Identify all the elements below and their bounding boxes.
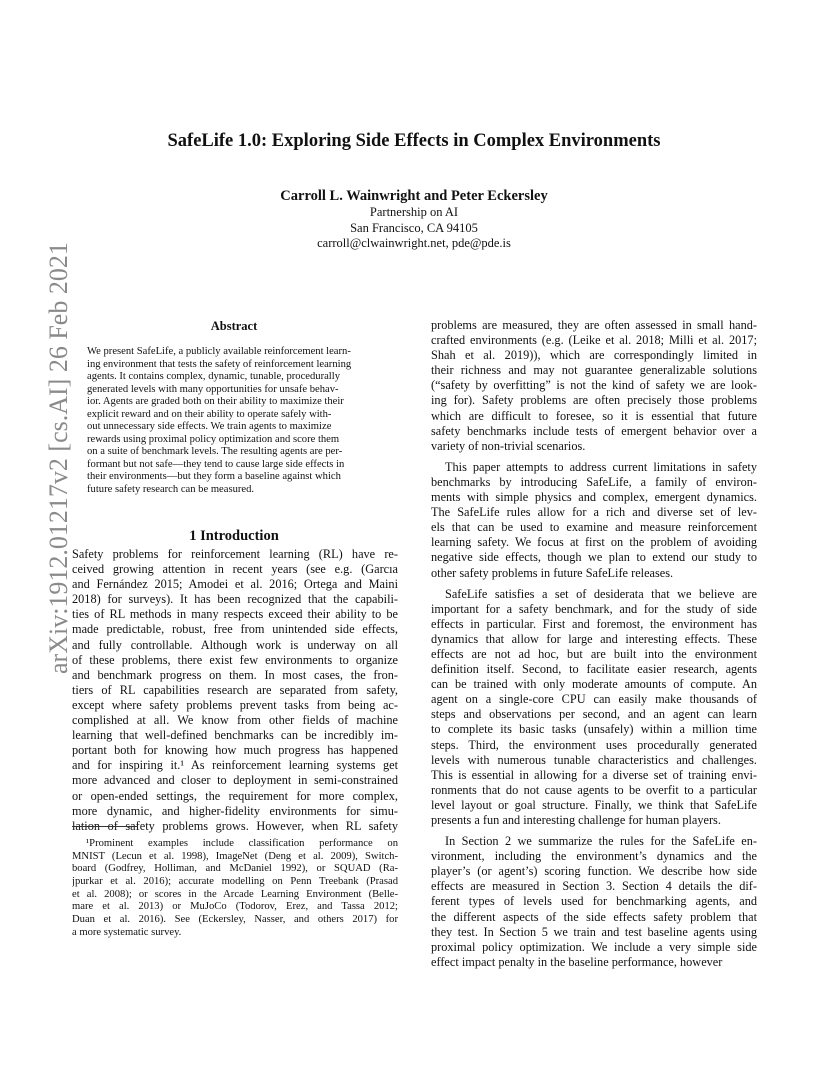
paragraph-line: crafted environments (e.g. (Leike et al. 2018; Milli et al. 2017; bbox=[431, 333, 757, 348]
intro-line: 2018) for surveys). It has been recognized that the capabili- bbox=[72, 592, 398, 607]
paragraph-line: their richness and may not guarantee generalizable solutions bbox=[431, 363, 757, 378]
abstract-line: explicit reward and on their ability to operate safely with- bbox=[87, 408, 332, 420]
paragraph-line: SafeLife satisfies a set of desiderata that we believe are bbox=[445, 586, 757, 601]
paragraph-line: the different aspects of the side effects safety problem that bbox=[431, 909, 757, 924]
intro-line: and fully controllable. Although work is underway on all bbox=[72, 637, 398, 652]
paragraph-line: learning safety. We focus at first on the problem of avoiding bbox=[431, 535, 757, 550]
paragraph-line: steps. Third, the environment uses procedurally generated bbox=[431, 737, 757, 752]
paragraph-line: can be trained with only moderate amounts of compute. An bbox=[431, 677, 757, 692]
intro-line: lation of safety problems grows. However, when RL safety bbox=[72, 818, 398, 833]
abstract-line: formant but not safe—they tend to cause large side effects in bbox=[87, 458, 345, 470]
left-column-body bbox=[72, 547, 398, 834]
footnote-line: a more systematic survey. bbox=[72, 926, 182, 938]
footnote-line: et al. 2008); or scores in the Arcade Learning Environment (Belle- bbox=[72, 888, 398, 900]
abstract-line: their environments—but they form a baseline against which bbox=[87, 471, 341, 482]
intro-line: except where safety problems prevent tasks from being ac- bbox=[72, 697, 398, 712]
paragraph-line: level layout or goal structure. Finally, we think that SafeLife bbox=[431, 797, 757, 812]
abstract-line: generated levels with many opportunities for unsafe behav- bbox=[87, 383, 339, 395]
paragraph-line: presents a fun and interesting challenge for human players. bbox=[431, 813, 721, 827]
abstract-line: rewards using proximal policy optimization and score them bbox=[87, 433, 340, 445]
paragraph-line: player’s (or agent’s) scoring function. We describe how side bbox=[431, 864, 757, 879]
affiliation-address: San Francisco, CA 94105 bbox=[350, 220, 478, 235]
affiliation-organization: Partnership on AI bbox=[369, 205, 459, 219]
paragraph-line: ments with simple physics and complex, emergent dynamics. bbox=[431, 490, 757, 505]
paragraph-line: levels with numerous tunable characteristics and challenges. bbox=[431, 752, 757, 767]
paragraph-line: other safety problems in future SafeLife releases. bbox=[431, 565, 674, 580]
arxiv-sidebar-stamp bbox=[14, 242, 73, 674]
abstract-line: out unnecessary side effects. We train agents to maximize bbox=[87, 421, 332, 432]
footnote-line: board (Godfrey, Holliman, and McDaniel 1992), or SQUAD (Ra- bbox=[72, 863, 398, 875]
intro-line: tiers of RL capabilities research are separated from safety, bbox=[72, 682, 398, 697]
paragraph-line: safety benchmarks include tests of emergent behavior over a bbox=[431, 423, 757, 438]
paragraph-line: vironment, including the environment’s dynamics and the bbox=[431, 849, 757, 864]
paragraph-line: problems are measured, they are often assessed in small hand- bbox=[431, 318, 757, 332]
footnote-line: jpurkar et al. 2016); accurate modelling on Penn Treebank (Prasad bbox=[72, 876, 398, 888]
paragraph-line: definition itself. Second, to facilitate easier research, agents bbox=[431, 662, 757, 677]
footnote-rule bbox=[72, 826, 138, 827]
paragraph-line: This is essential in allowing for a diverse set of training envi- bbox=[431, 767, 757, 782]
paragraph-line: This paper attempts to address current limitations in safety bbox=[445, 459, 757, 474]
abstract-body bbox=[87, 346, 382, 496]
paragraph-line: In Section 2 we summarize the rules for the SafeLife en- bbox=[445, 834, 757, 849]
intro-line: and benchmark progress on them. In most cases, the fron- bbox=[72, 667, 398, 682]
author-names: Carroll L. Wainwright and Peter Eckersley bbox=[280, 188, 548, 204]
intro-line: more advanced and closer to deployment in semi-constrained bbox=[72, 773, 398, 788]
intro-line: portant both for knowing how much progress has happened bbox=[72, 743, 398, 758]
paragraph-line: ronments that do not cause agents to be overfit to a particular bbox=[431, 782, 757, 797]
abstract-heading: Abstract bbox=[210, 319, 258, 333]
intro-line: ties of RL methods in many respects exceed their ability to be bbox=[72, 607, 398, 622]
abstract-line: ior. Agents are graded both on their ability to maximize their bbox=[87, 396, 344, 407]
paragraph-line: ing for). Safety problems are often precisely those problems bbox=[431, 393, 757, 408]
paragraph-line: proximal policy optimization. We include a very simple side bbox=[431, 939, 757, 954]
paragraph-line: The SafeLife rules allow for a rich and diverse set of lev- bbox=[431, 505, 757, 520]
paragraph-line: els that can be used to examine and measure reinforcement bbox=[431, 520, 757, 535]
intro-line: and for inspiring it.¹ As reinforcement learning systems get bbox=[72, 758, 398, 773]
abstract-line: on a suite of benchmark levels. The resulting agents are per- bbox=[87, 446, 343, 457]
arxiv-identifier: arXiv:1912.01217v2 [cs.AI] 26 Feb 2021 bbox=[44, 242, 73, 674]
paragraph-line: they test. In Section 5 we train and test baseline agents using bbox=[431, 924, 757, 939]
paragraph-line: steps and observations per second, and an agent can learn bbox=[431, 707, 757, 722]
intro-line: Safety problems for reinforcement learning (RL) have re- bbox=[72, 547, 398, 561]
introduction-heading: 1 Introduction bbox=[189, 528, 279, 544]
footnote-line: Duan et al. 2016). See (Eckersley, Nasser, and others 2017) for bbox=[72, 914, 398, 926]
paragraph-line: benchmarks by introducing SafeLife, a family of environ- bbox=[431, 474, 757, 489]
paragraph-line: important for a safety benchmark, and for the study of side bbox=[431, 601, 757, 616]
intro-line: and Fernández 2015; Amodei et al. 2016; Ortega and Maini bbox=[72, 577, 398, 592]
paper-title: SafeLife 1.0: Exploring Side Effects in Complex Environments bbox=[167, 131, 661, 151]
paragraph-line: agent on a single-core CPU can easily make thousands of bbox=[431, 692, 757, 707]
paragraph-line: Shah et al. 2019)), which are correspondingly limited in bbox=[431, 348, 757, 363]
paragraph-line: effects in particular. First and foremost, the environment has bbox=[431, 616, 757, 631]
paragraph-line: effect impact penalty in the baseline performance, however bbox=[431, 954, 723, 969]
abstract-line: future safety research can be measured. bbox=[87, 483, 255, 495]
affiliation-emails: carroll@clwainwright.net, pde@pde.is bbox=[317, 236, 511, 250]
paragraph-line: which are difficult to foresee, so it is essential that future bbox=[431, 408, 757, 423]
abstract-line: agents. It contains complex, dynamic, tunable, procedurally bbox=[87, 371, 340, 382]
footnote-line: MNIST (Lecun et al. 1998), ImageNet (Deng et al. 2009), Switch- bbox=[72, 850, 398, 862]
paragraph-line: variety of non-trivial scenarios. bbox=[431, 438, 586, 453]
footnote-line: ¹Prominent examples include classification performance on bbox=[86, 838, 398, 849]
footnote-line: mare et al. 2013) or MuJoCo (Todorov, Erez, and Tassa 2012; bbox=[72, 901, 398, 913]
paragraph-line: effects are not ad hoc, but are built into the environment bbox=[431, 646, 757, 661]
intro-line: made predictable, robust, free from unintended side effects, bbox=[72, 622, 398, 637]
footnote-block bbox=[72, 838, 398, 940]
paragraph-line: ferent types of levels used for benchmarking agents, and bbox=[431, 894, 757, 909]
abstract-line: ing environment that tests the safety of reinforcement learning bbox=[87, 358, 352, 370]
affiliation-block bbox=[0, 205, 828, 252]
intro-line: of these problems, there exist few environments to organize bbox=[72, 652, 398, 667]
right-column-body bbox=[431, 318, 757, 970]
intro-line: learning that well-defined benchmarks can be incredibly im- bbox=[72, 728, 398, 743]
intro-line: ceived growing attention in recent years (see e.g. (Garcıa bbox=[72, 562, 398, 577]
paragraph-line: (“safety by overfitting” is not the kind of safety we are look- bbox=[431, 378, 757, 393]
paragraph-line: dynamics that allow for large and interesting effects. These bbox=[431, 631, 757, 646]
intro-line: or open-ended settings, the requirement for more complex, bbox=[72, 788, 398, 803]
abstract-line: We present SafeLife, a publicly available reinforcement learn- bbox=[87, 346, 351, 357]
paragraph-line: to complete its basic tasks (unsafely) within a million time bbox=[431, 722, 757, 737]
paragraph-line: effects are measured in Section 3. Section 4 details the dif- bbox=[431, 879, 757, 894]
intro-line: more dynamic, and higher-fidelity environments for simu- bbox=[72, 803, 398, 818]
intro-line: complished at all. We know from other fields of machine bbox=[72, 713, 398, 728]
paragraph-line: negative side effects, though we plan to extend our study to bbox=[431, 550, 757, 565]
